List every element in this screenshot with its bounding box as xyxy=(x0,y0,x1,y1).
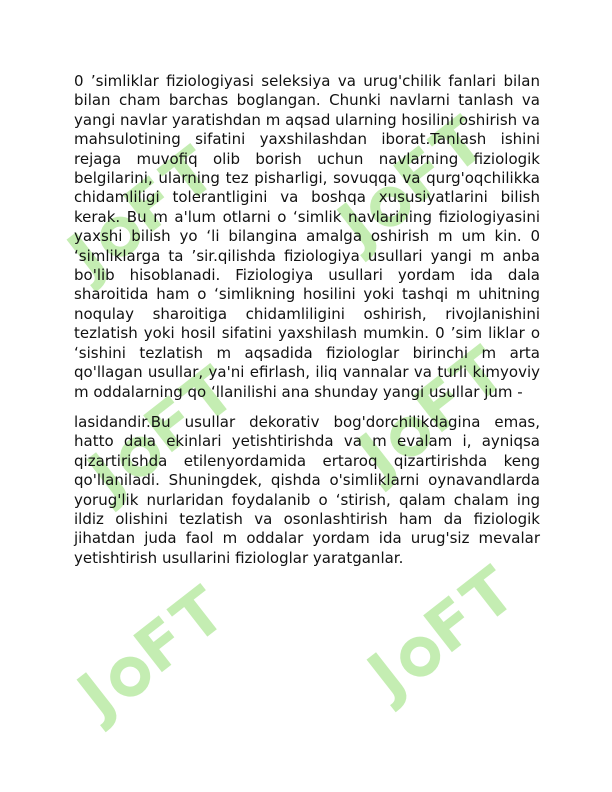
watermark-stamp: JFT xyxy=(324,101,503,263)
watermark-stamp: JFT xyxy=(74,351,253,513)
document-body xyxy=(74,72,540,579)
paragraph: lasidandir.Bu usullar dekorativ bog'dorchilikdagina emas, hatto dala ekinlari yetishtirishda va m evalam i, ayniqsa qizartirishda etilenyordamida ertaroq qizartirishda keng qo'llaniladi. Shuningdek, qishda o'simliklarni oynavandlarda yorug'lik nurlaridan foydalanib o ʻstirish, qalam chalam ing ildiz olishini tezlatish va osonlashtirish ham da fiziologik jihatdan juda faol m oddalar yordam ida urug'siz mevalar yetishtirish usullarini fiziologlar yaratganlar. xyxy=(74,412,540,567)
watermark-stamp: JFT xyxy=(64,571,243,733)
watermark-stamp: JFT xyxy=(354,551,533,713)
watermark-stamp: JFT xyxy=(54,131,233,293)
watermark-stamp: JFT xyxy=(344,331,523,493)
paragraph: 0 ʼsimliklar fiziologiyasi seleksiya va urug'chilik fanlari bilan bilan cham barchas boglangan. Chunki navlarni tanlash va yangi navlar yaratishdan m aqsad ularning hosilini oshirish va mahsulotining sifatini yaxshilashdan iborat.Tanlash ishini rejaga muvofiq olib borish uchun navlarning fiziologik belgilarini, ularning tez pisharligi, sovuqqa va qurg'oqchilikka chidamliligi tolerantligini va boshqa xususiyatlarini bilish kerak. Bu m a'lum otlarni o ʻsimlik navlarining fiziologiyasini yaxshi bilish yo ʻli bilangina amalga oshirish m um kin. 0 ʻsimliklarga ta ʼsir.qilishda fiziologiya usullari yangi m anba bo'lib hisoblanadi. Fiziologiya usullari yordam ida dala sharoitida ham o ʻsimlikning hosilini yoki tashqi m uhitning noqulay sharoitiga chidamliligini oshirish, rivojlanishini tezlatish yoki hosil sifatini yaxshilash mumkin. 0 ʼsim liklar o ʻsishini tezlatish m aqsadida fiziologlar birinchi m arta qo'llagan usullar, ya'ni efirlash, iliq vannalar va turli kimyoviy m oddalarning qo ʻllanilishi ana shunday yangi usullar jum - xyxy=(74,72,540,401)
